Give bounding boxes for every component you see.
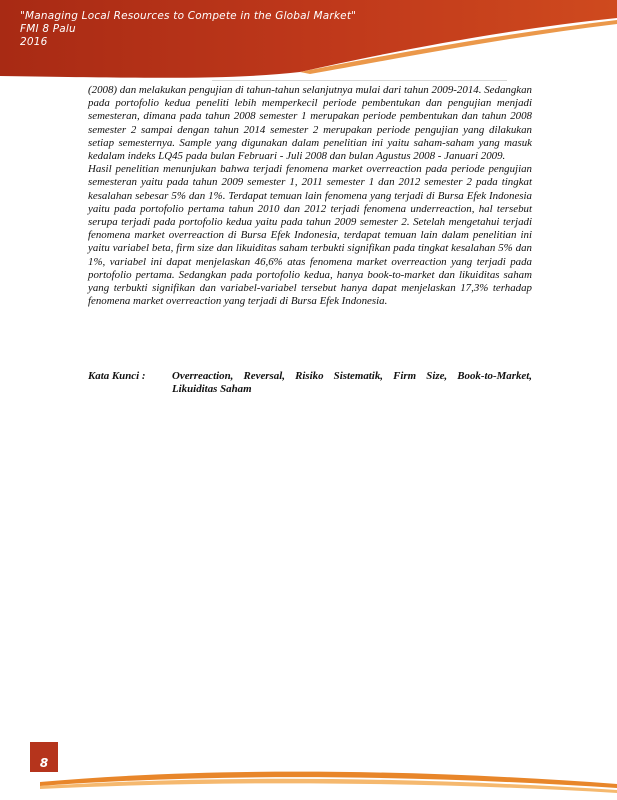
header-event-name: FMI 8 Palu xyxy=(20,23,76,35)
running-header xyxy=(20,10,356,49)
header-year: 2016 xyxy=(20,36,48,48)
paragraph-method: (2008) dan melakukan pengujian di tahun-tahun selanjutnya mulai dari tahun 2009-2014. Sedangkan pada portofolio kedua peneliti lebih memperkecil periode pembentukan dan pengujian menjadi semesteran, dimana pada tahun 2008 semester 1 merupakan periode pembentukan dan tahun 2008 semester 2 sampai dengan tahun 2014 semester 2 merupakan periode pengujian yang dilakukan setiap semesternya. Sample yang digunakan dalam penelitian ini yaitu saham-saham yang masuk kedalam indeks LQ45 pada bulan Februari - Juli 2008 dan bulan Agustus 2008 - Januari 2009. xyxy=(88,84,532,163)
header-divider xyxy=(212,80,507,81)
abstract-body xyxy=(88,84,532,308)
keywords-list: Overreaction, Reversal, Risiko Sistematik, Firm Size, Book-to-Market, Likuiditas Saham xyxy=(172,370,532,395)
page-number: 8 xyxy=(39,756,49,770)
header-conference-theme: "Managing Local Resources to Compete in the Global Market" xyxy=(20,10,357,22)
keywords-block xyxy=(88,370,532,396)
paragraph-results: Hasil penelitian menunjukan bahwa terjadi fenomena market overreaction pada periode pengujian semesteran yaitu pada tahun 2009 semester 1, 2011 semester 1 dan 2012 semester 2 pada tingkat kesalahan sebesar 5% dan 1%. Terdapat temuan lain fenomena yang terjadi di Bursa Efek Indonesia yaitu pada portofolio pertama tahun 2010 dan 2012 terjadi fenomena underreaction, hal tersebut serupa terjadi pada portofolio kedua yaitu pada tahun 2009 semester 2. Setelah mengetahui terjadi fenomena market overreaction di Bursa Efek Indonesia, terdapat temuan lain dalam penelitian ini yaitu variabel beta, firm size dan likuiditas saham terbukti signifikan pada tingkat kesalahan 5% dan 1%, variabel ini dapat menjelaskan 46,6% atas fenomena market overreaction yang terjadi pada portofolio pertama. Sedangkan pada portofolio kedua, hanya book-to-market dan likuiditas saham yang terbukti signifikan dan variabel-variabel tersebut hanya dapat menjelaskan 17,3% terhadap fenomena market overreaction yang terjadi di Bursa Efek Indonesia. xyxy=(88,163,532,308)
keywords-label: Kata Kunci : xyxy=(88,370,146,382)
footer-band xyxy=(0,760,617,800)
